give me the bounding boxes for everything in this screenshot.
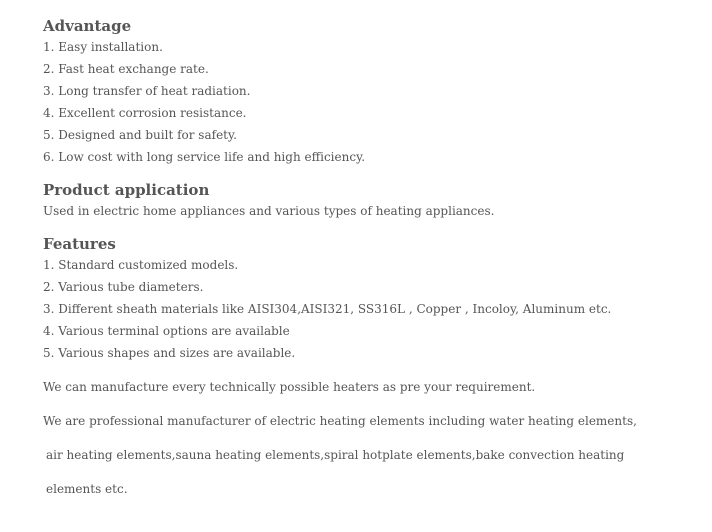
features-item: 5. Various shapes and sizes are available.: [43, 346, 296, 360]
advantage-item: 6. Low cost with long service life and high efficiency.: [43, 150, 366, 164]
advantage-heading: Advantage: [43, 17, 132, 35]
features-heading: Features: [43, 235, 116, 253]
features-item: 4. Various terminal options are available: [43, 324, 290, 338]
features-item: 1. Standard customized models.: [43, 258, 239, 272]
advantage-item: 2. Fast heat exchange rate.: [43, 62, 209, 76]
advantage-list: [43, 36, 693, 168]
features-item: 2. Various tube diameters.: [43, 280, 204, 294]
manufacturer-paragraph-line-1: We are professional manufacturer of electric heating elements including water heating elements,: [43, 414, 637, 428]
features-list: [43, 254, 693, 364]
advantage-item: 4. Excellent corrosion resistance.: [43, 106, 247, 120]
features-item: 3. Different sheath materials like AISI304,AISI321, SS316L , Copper , Incoloy, Aluminum etc.: [43, 302, 612, 316]
product-description: [43, 16, 693, 500]
advantage-item: 3. Long transfer of heat radiation.: [43, 84, 251, 98]
manufacture-paragraph: We can manufacture every technically possible heaters as pre your requirement.: [43, 380, 536, 394]
manufacturer-paragraph-line-3: elements etc.: [46, 482, 128, 496]
application-text: Used in electric home appliances and various types of heating appliances.: [43, 204, 495, 218]
application-heading: Product application: [43, 181, 210, 199]
advantage-item: 1. Easy installation.: [43, 40, 163, 54]
manufacturer-paragraph-line-2: air heating elements,sauna heating elements,spiral hotplate elements,bake convection heating: [46, 448, 625, 462]
advantage-item: 5. Designed and built for safety.: [43, 128, 237, 142]
